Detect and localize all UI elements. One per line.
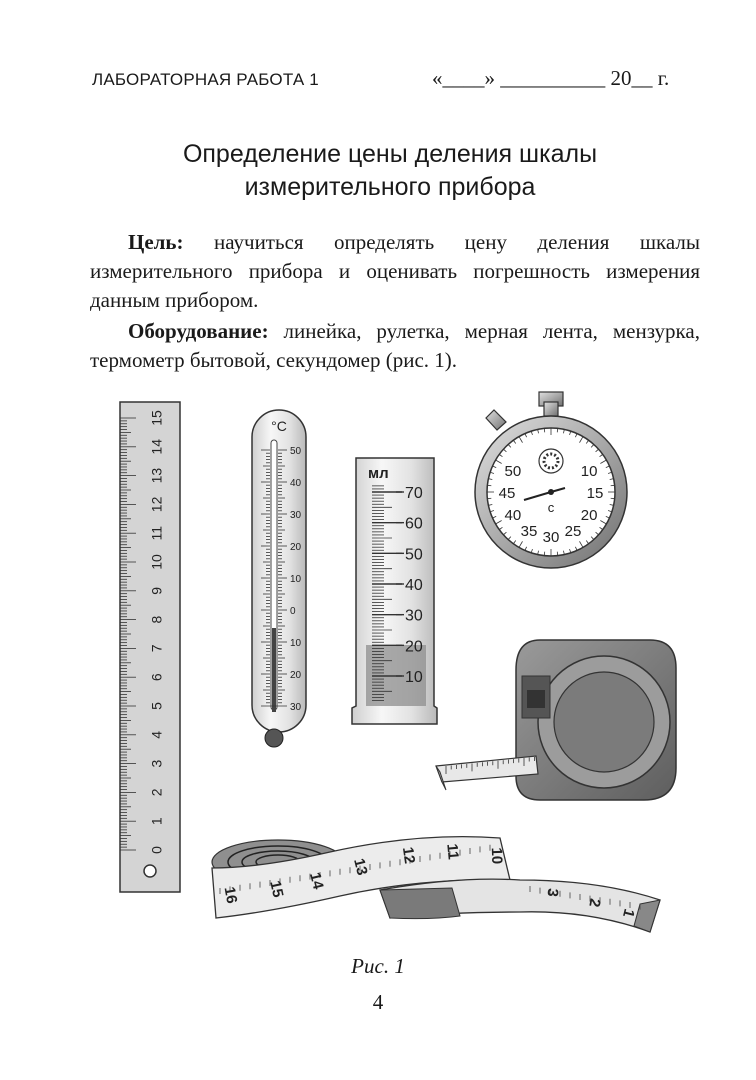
equipment-label: Оборудование: — [128, 319, 269, 343]
goal-label: Цель: — [128, 230, 184, 254]
page-number: 4 — [372, 990, 384, 1014]
thermometer-labels — [290, 446, 302, 713]
ruler-label: 8 — [148, 615, 165, 624]
figure-caption: Рис. 1 — [351, 954, 405, 978]
thermometer-label: 10 — [290, 574, 302, 585]
title-line-2: измерительного прибора — [244, 173, 536, 201]
ruler-label: 9 — [148, 586, 165, 595]
cylinder-label: 50 — [405, 546, 423, 564]
goal-text: научиться определять цену деления шкалы измерительного прибора и оценивать погрешность измерения данным прибором. — [90, 230, 700, 312]
thermometer — [252, 410, 306, 747]
measuring-tape-label: 1 — [619, 906, 638, 920]
thermometer-label: 40 — [290, 478, 302, 489]
ruler-label: 15 — [148, 410, 165, 426]
thermometer-label: 30 — [290, 702, 302, 713]
ruler — [120, 402, 180, 892]
stopwatch-label: 35 — [520, 523, 538, 541]
cylinder-label: 40 — [405, 577, 423, 594]
cylinder-label: 30 — [405, 607, 423, 625]
cylinder-unit: мл — [368, 465, 389, 482]
thermometer-unit: °C — [271, 418, 287, 434]
stopwatch-label: 10 — [580, 463, 598, 480]
thermometer-label: 20 — [290, 542, 302, 553]
cylinder-label: 70 — [405, 485, 423, 502]
stopwatch-label: 50 — [504, 463, 522, 480]
stopwatch-unit: с — [547, 500, 555, 515]
measuring-tape-label: 16 — [220, 885, 241, 905]
measuring-tape-label: 14 — [306, 870, 327, 892]
stopwatch-label: 40 — [504, 507, 522, 524]
date-field: «____» __________ 20__ г. — [432, 66, 670, 90]
measuring-tape-label: 11 — [443, 842, 462, 861]
cylinder-label: 20 — [405, 638, 423, 656]
equipment-text: линейка, рулетка, мерная лента, мензурка, термометр бытовой, секундомер (рис. 1). — [90, 319, 700, 372]
ruler-label: 7 — [148, 644, 165, 653]
ruler-label: 5 — [148, 702, 165, 710]
ruler-label: 11 — [148, 525, 165, 541]
ruler-label: 3 — [148, 759, 165, 768]
cylinder-label: 10 — [405, 669, 423, 686]
tape-measure — [436, 640, 676, 800]
measuring-tape-label: 15 — [266, 879, 287, 899]
ruler-label: 1 — [148, 817, 165, 826]
thermometer-label: 50 — [290, 446, 302, 457]
thermometer-label: 30 — [290, 510, 302, 521]
lab-title: ЛАБОРАТОРНАЯ РАБОТА 1 — [92, 70, 319, 89]
stopwatch-label: 30 — [542, 529, 560, 546]
thermometer-label: 10 — [290, 638, 302, 649]
thermometer-label: 20 — [290, 670, 302, 681]
ruler-label: 2 — [148, 788, 165, 797]
stopwatch — [475, 392, 627, 568]
ruler-hole — [144, 865, 156, 877]
ruler-label: 0 — [148, 846, 165, 854]
measuring-tape-label: 12 — [398, 845, 419, 865]
measuring-tape-label: 10 — [487, 847, 506, 865]
graduated-cylinder — [352, 458, 437, 724]
ruler-label: 12 — [148, 496, 165, 513]
measuring-tape — [212, 837, 660, 932]
cylinder-label: 60 — [405, 515, 423, 533]
title-line-1: Определение цены деления шкалы — [182, 140, 598, 168]
ruler-label: 6 — [148, 673, 165, 682]
stopwatch-label: 45 — [498, 485, 516, 502]
ruler-label: 13 — [148, 467, 165, 484]
ruler-label: 4 — [148, 730, 165, 739]
stopwatch-label: 20 — [580, 507, 598, 524]
measuring-tape-label: 13 — [350, 856, 371, 878]
measuring-tape-label: 3 — [543, 887, 562, 898]
measuring-tape-label: 2 — [585, 897, 604, 909]
thermometer-label: 0 — [290, 606, 296, 617]
ruler-label: 14 — [148, 439, 165, 455]
stopwatch-label: 25 — [564, 523, 582, 541]
ruler-label: 10 — [148, 554, 165, 570]
stopwatch-label: 15 — [586, 485, 604, 502]
